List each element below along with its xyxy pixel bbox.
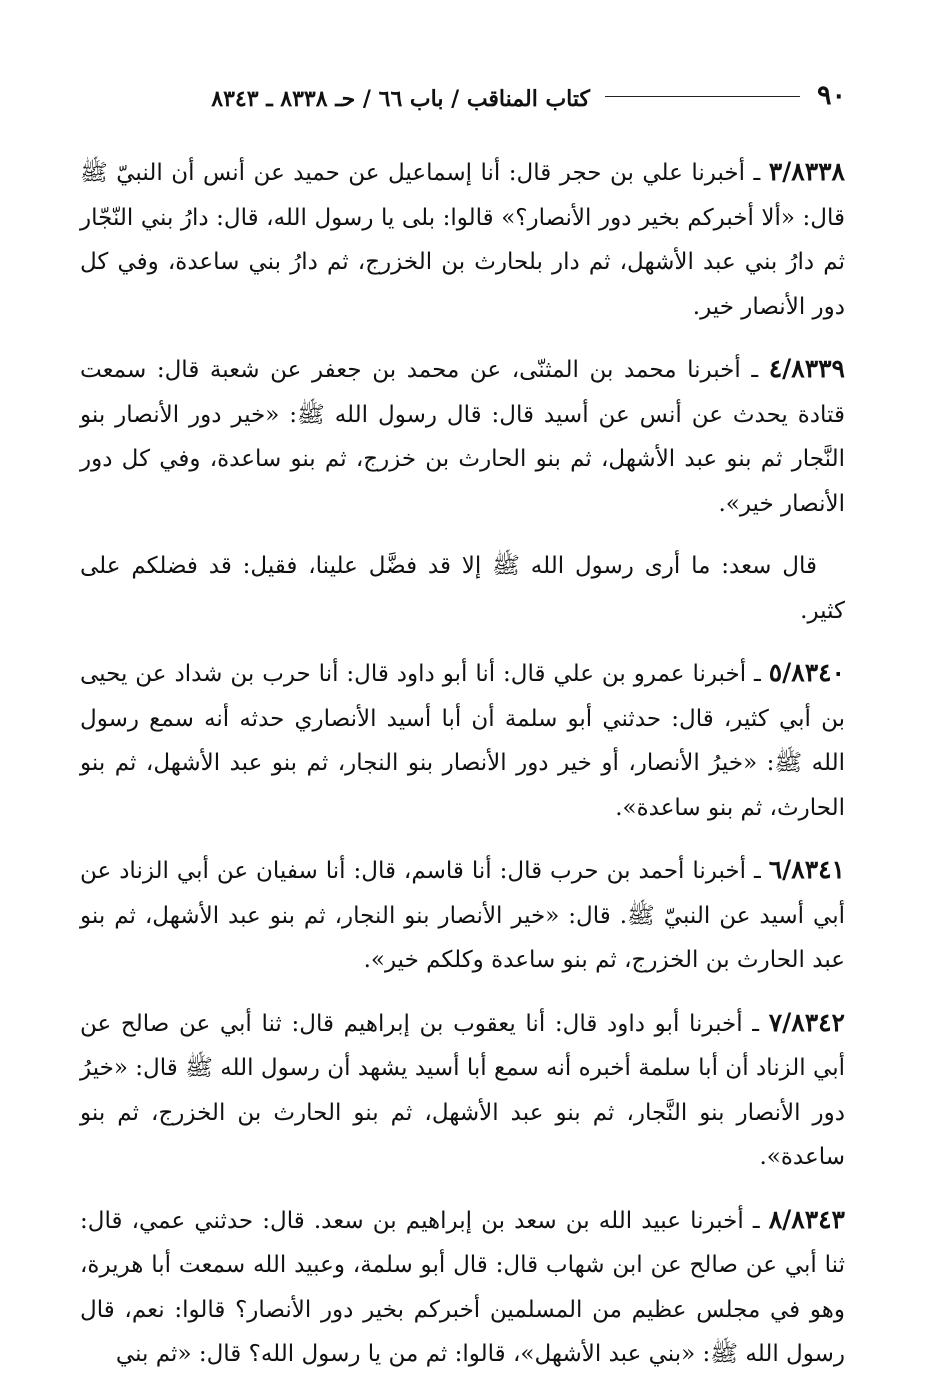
hadith-8339 [80,347,845,526]
hadith-8343 [80,1198,845,1377]
hadith-text: ـ أخبرنا أبو داود قال: أنا يعقوب بن إبراهيم قال: ثنا أبي عن صالح عن أبي الزناد أن أبا سلمة أخبره أنه سمع أبا أسيد يشهد أن رسول الله ﷺ قال: «خيرُ دور الأنصار بنو النَّجار، ثم بنو عبد الأشهل، ثم بنو الحارث بن الخزرج، ثم بنو ساعدة». [80,1010,845,1170]
hadith-number: ٥/٨٣٤٠ [768,658,845,687]
hadith-8342 [80,1001,845,1180]
hadith-8341 [80,848,845,983]
page-body [80,150,845,1377]
hadith-8338 [80,150,845,329]
page-number: ٩٠ [816,80,846,111]
hadith-number: ٨/٨٣٤٣ [768,1204,845,1234]
hadith-number: ٣/٨٣٣٨ [768,157,845,186]
page-header [62,78,852,118]
comment-saad: قال سعد: ما أرى رسول الله ﷺ إلا قد فضَّل علينا، فقيل: قد فضلكم على كثير. [80,553,845,624]
hadith-text: ـ أخبرنا أحمد بن حرب قال: أنا قاسم، قال: أنا سفيان عن أبي الزناد عن أبي أسيد عن النبيّ ﷺ. قال: «خير الأنصار بنو النجار، ثم بنو عبد الأشهل، ثم بنو عبد الحارث بن الخزرج، ثم بنو ساعدة وكلكم خير». [80,858,845,973]
hadith-number: ٤/٨٣٣٩ [768,354,845,383]
header-rule [605,96,800,97]
hadith-number: ٦/٨٣٤١ [768,855,845,884]
hadith-text: ـ أخبرنا علي بن حجر قال: أنا إسماعيل عن حميد عن أنس أن النبيّ ﷺ قال: «ألا أخبركم بخير دور الأنصار؟» قالوا: بلى يا رسول الله، قال: دارُ بني النّجّار ثم دارُ بني عبد الأشهل، ثم دار بلحارث بن الخزرج، ثم دارُ بني ساعدة، وفي كل دور الأنصار خير. [80,160,845,320]
hadith-text: ـ أخبرنا محمد بن المثنّى، عن محمد بن جعفر عن شعبة قال: سمعت قتادة يحدث عن أنس عن أسيد قال: قال رسول الله ﷺ: «خير دور الأنصار بنو النَّجار ثم بنو عبد الأشهل، ثم بنو الحارث بن خزرج، ثم بنو ساعدة، وفي كل دور الأنصار خير». [80,357,845,517]
hadith-number: ٧/٨٣٤٢ [768,1007,845,1037]
hadith-text: ـ أخبرنا عمرو بن علي قال: أنا أبو داود قال: أنا حرب بن شداد عن يحيى بن أبي كثير، قال: حدثني أبو سلمة أن أبا أسيد الأنصاري حدثه أنه سمع رسول الله ﷺ: «خيرُ الأنصار، أو خير دور الأنصار بنو النجار، ثم بنو عبد الأشهل، ثم بنو الحارث، ثم بنو ساعدة». [80,661,845,821]
hadith-text: ـ أخبرنا عبيد الله بن سعد بن إبراهيم بن سعد. قال: حدثني عمي، قال: ثنا أبي عن صالح عن ابن شهاب قال: قال أبو سلمة، وعبيد الله سمعت أبا هريرة، وهو في مجلس عظيم من المسلمين أخبركم بخير دور الأنصار؟ قالوا: نعم، قال رسول الله ﷺ: «بني عبد الأشهل»، قالوا: ثم من يا رسول الله؟ قال: «ثم بني [80,1207,845,1367]
running-title: كتاب المناقب / باب ٦٦ / حـ ٨٣٣٨ ـ ٨٣٤٣ [211,86,590,112]
hadith-8340 [80,651,845,830]
